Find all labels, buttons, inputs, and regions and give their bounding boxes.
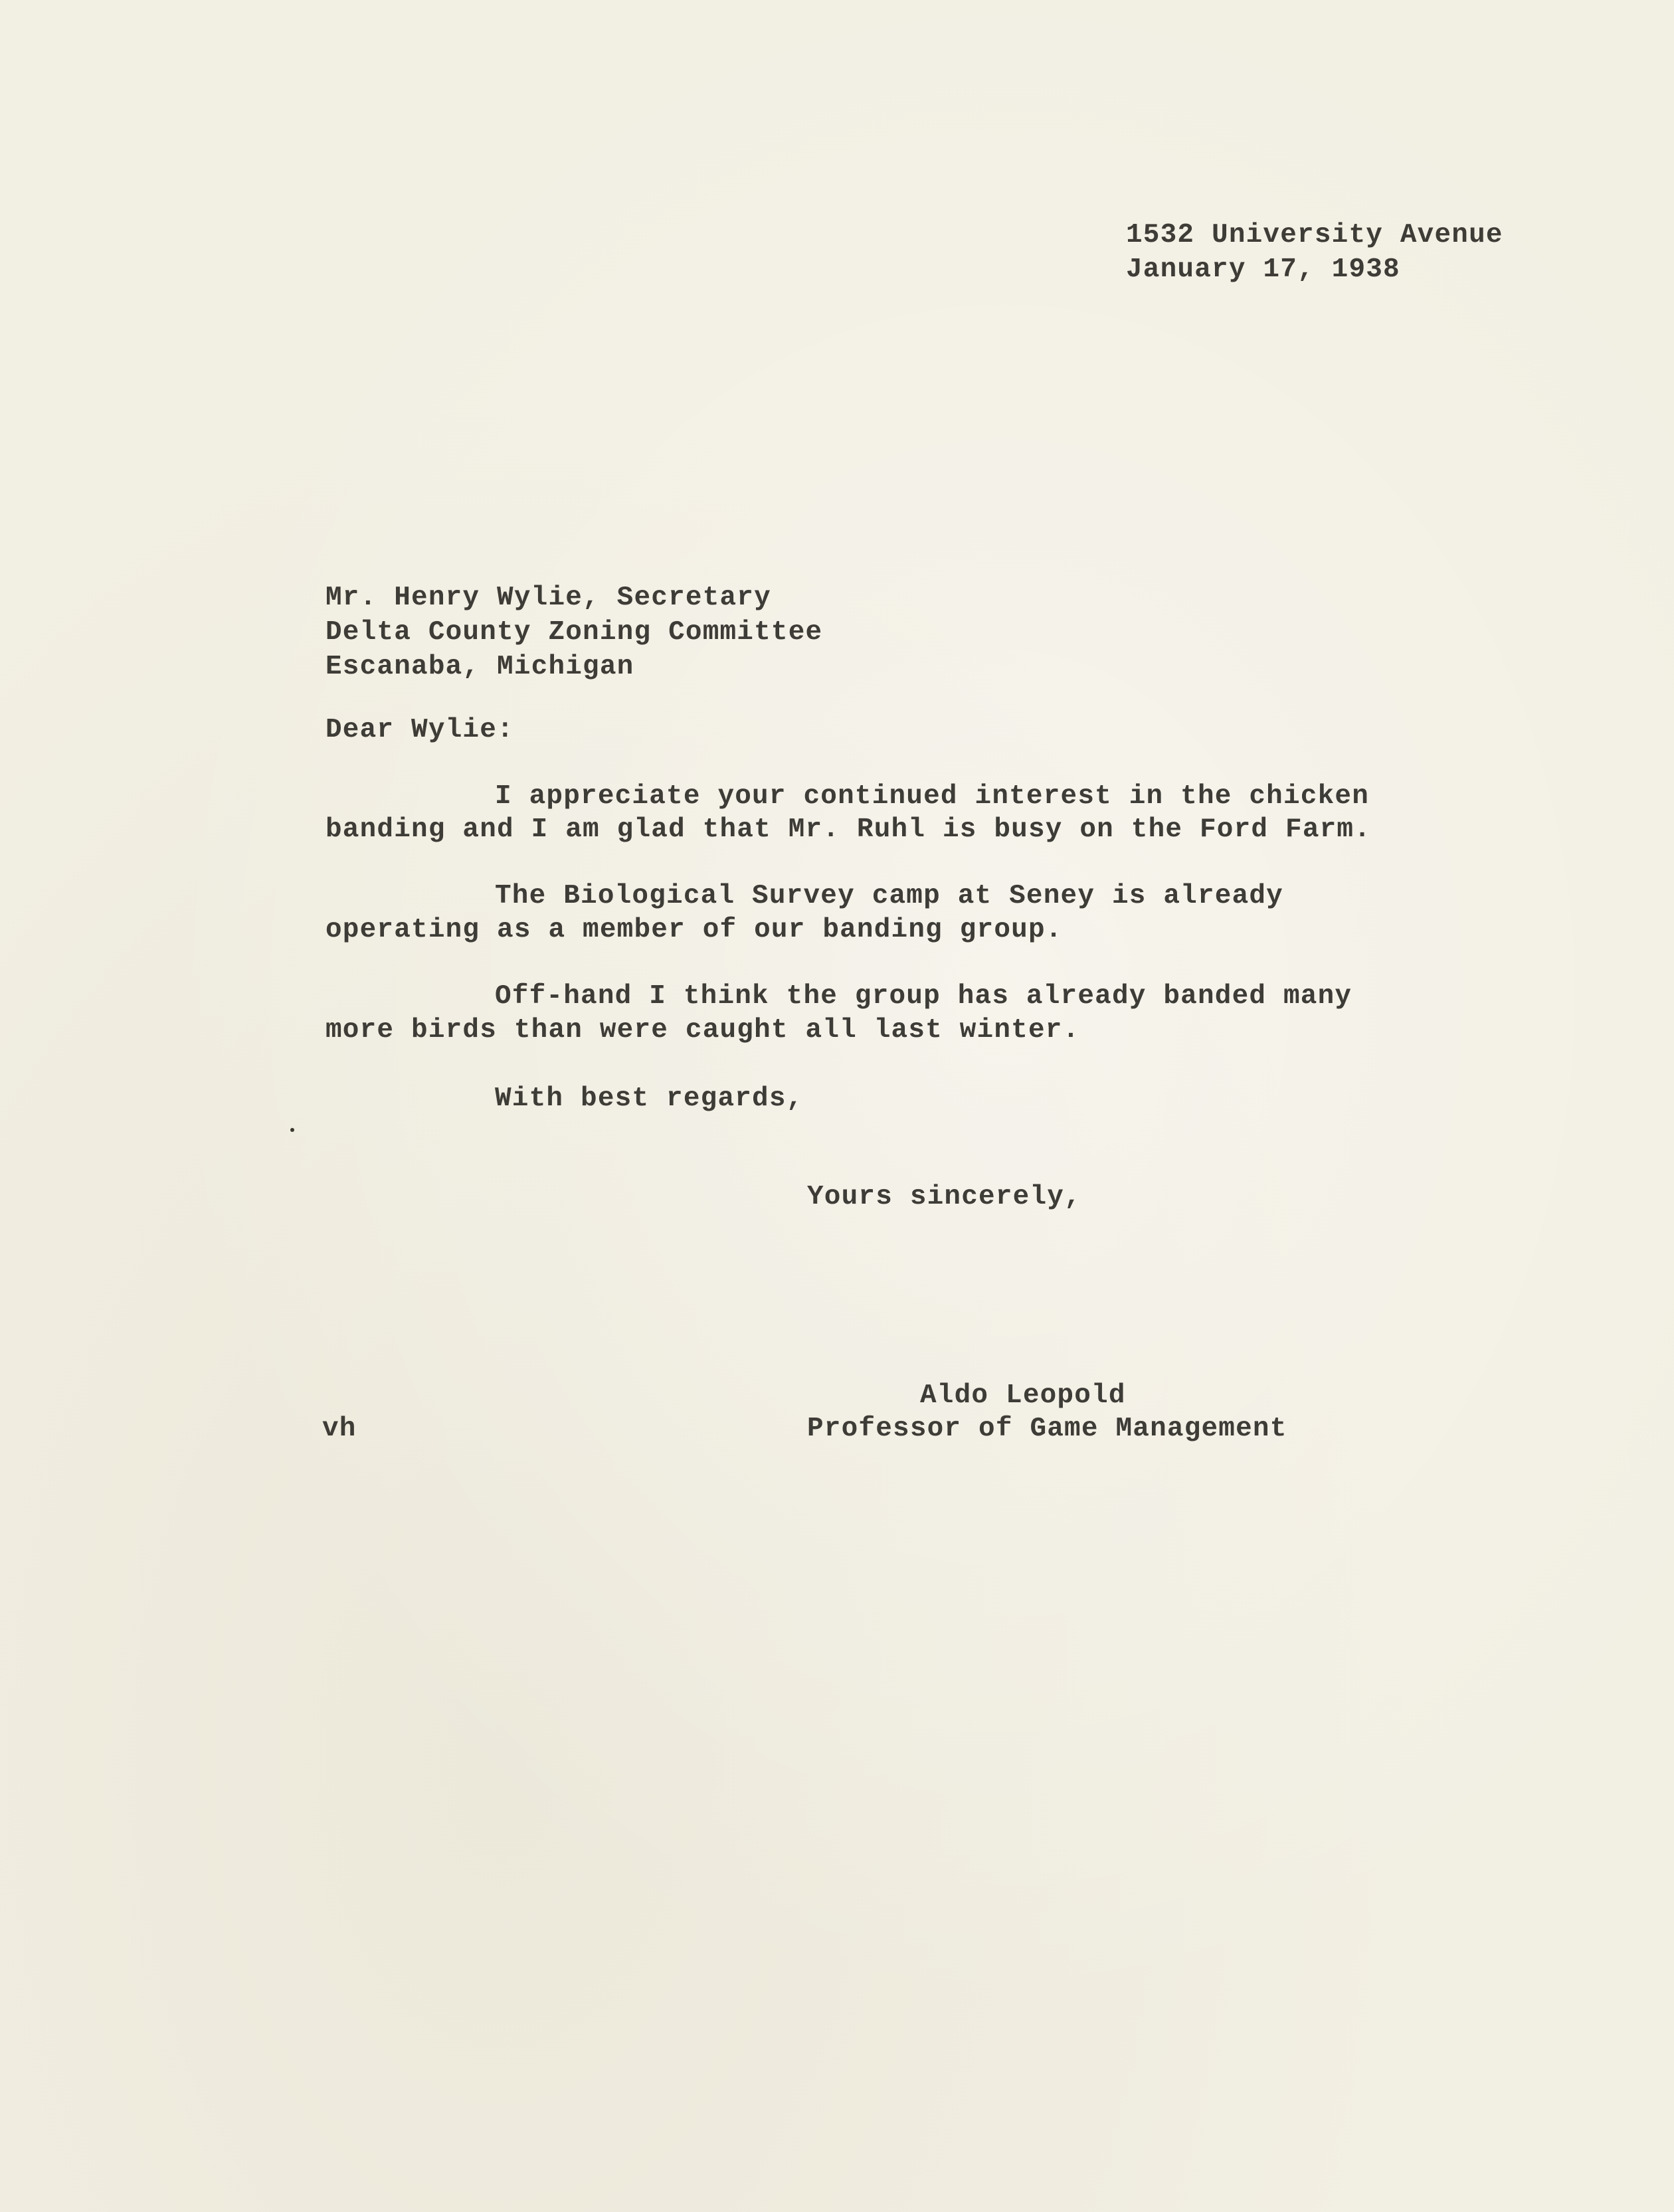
sender-street: 1532 University Avenue bbox=[1126, 220, 1503, 250]
salutation: Dear Wylie: bbox=[326, 715, 514, 745]
regards-line: With best regards, bbox=[495, 1083, 804, 1114]
body-paragraph-3-line-1: Off-hand I think the group has already banded many bbox=[495, 981, 1352, 1012]
body-paragraph-1-line-1: I appreciate your continued interest in the chicken bbox=[495, 781, 1370, 812]
closing: Yours sincerely, bbox=[807, 1182, 1081, 1212]
recipient-organization: Delta County Zoning Committee bbox=[326, 617, 823, 648]
paper-speck bbox=[290, 1128, 294, 1132]
letter-date: January 17, 1938 bbox=[1126, 254, 1400, 285]
recipient-name: Mr. Henry Wylie, Secretary bbox=[326, 583, 771, 613]
typist-initials: vh bbox=[322, 1414, 357, 1444]
recipient-city: Escanaba, Michigan bbox=[326, 652, 634, 682]
body-paragraph-2-line-2: operating as a member of our banding group. bbox=[326, 915, 1063, 945]
body-paragraph-1-line-2: banding and I am glad that Mr. Ruhl is busy on the Ford Farm. bbox=[326, 814, 1372, 845]
signer-name: Aldo Leopold bbox=[920, 1380, 1126, 1411]
body-paragraph-3-line-2: more birds than were caught all last winter. bbox=[326, 1015, 1080, 1046]
signer-title: Professor of Game Management bbox=[807, 1414, 1287, 1444]
body-paragraph-2-line-1: The Biological Survey camp at Seney is already bbox=[495, 881, 1283, 911]
